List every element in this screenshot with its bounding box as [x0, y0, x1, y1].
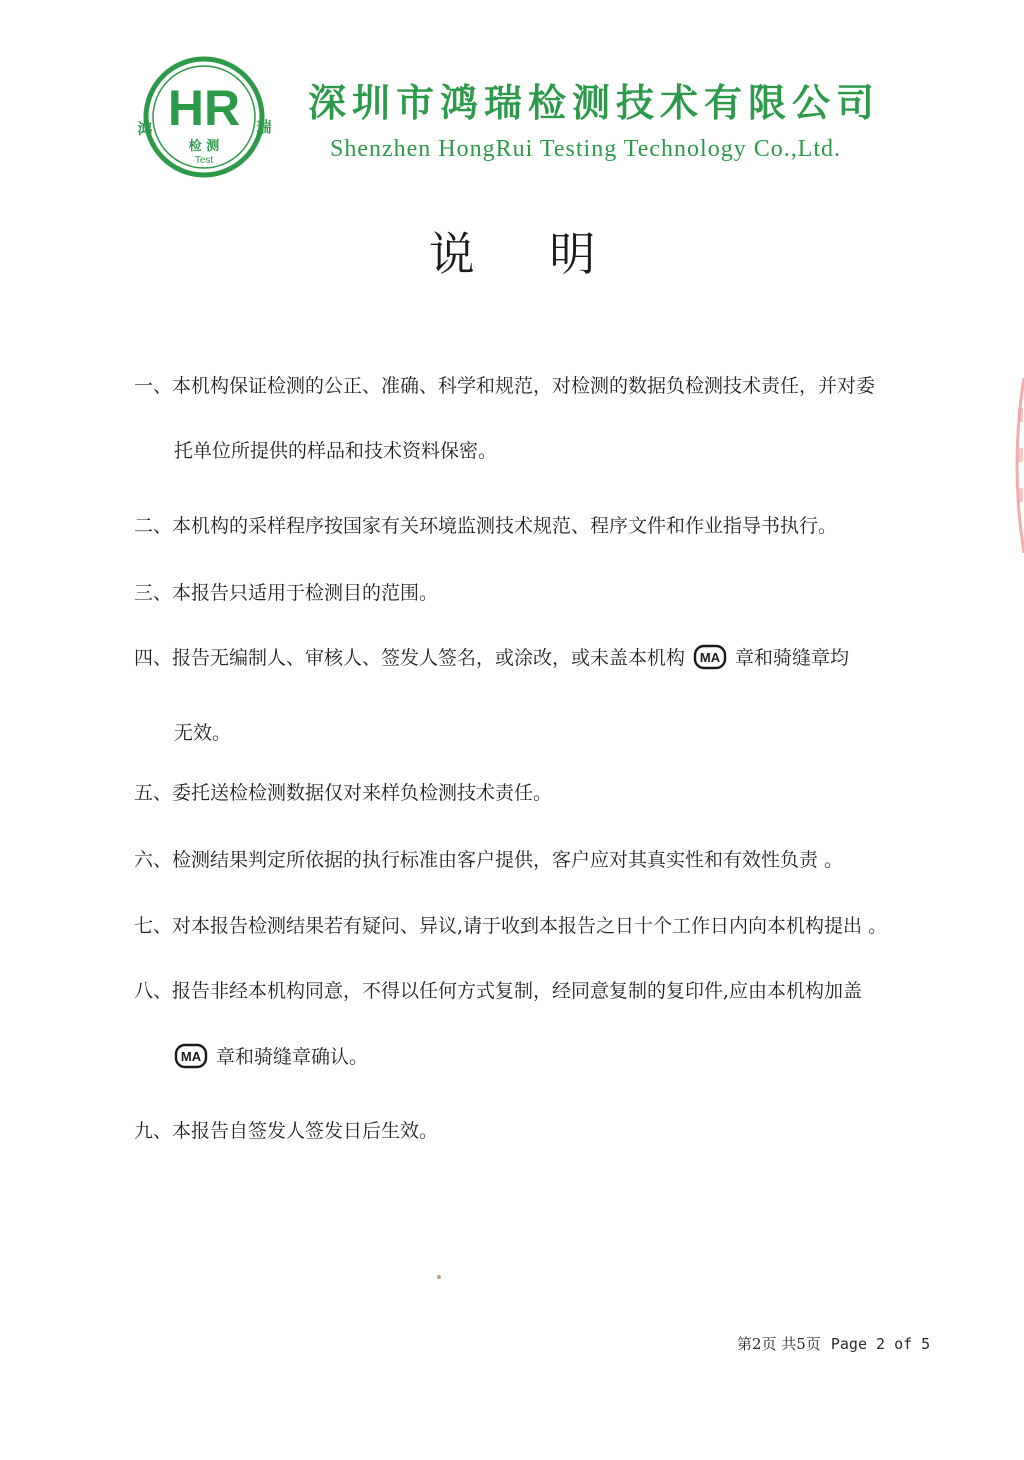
clause-number: 六、 — [134, 849, 173, 871]
ma-mark-text: MA — [180, 1049, 202, 1064]
logo-sub-en: Test — [194, 155, 214, 166]
clause-number: 一、 — [134, 375, 173, 397]
clause-text: 报告非经本机构同意，不得以任何方式复制，经同意复制的复印件,应由本机构加盖 — [172, 980, 863, 1002]
clause-text: 本机构保证检测的公正、准确、科学和规范，对检测的数据负检测技术责任，并对委 — [172, 375, 876, 397]
logo-right-char: 瑞 — [256, 118, 272, 136]
clause-number: 八、 — [134, 980, 173, 1002]
clause-number: 九、 — [134, 1120, 173, 1142]
clause-text: 检测结果判定所依据的执行标准由客户提供，客户应对其真实性和有效性负责 。 — [172, 849, 844, 871]
clause-text: 对本报告检测结果若有疑问、异议,请于收到本报告之日十个工作日内向本机构提出 。 — [172, 915, 888, 937]
clause-4 — [134, 646, 954, 743]
clause-text-after-icon: 章和骑缝章均 — [735, 647, 850, 669]
clause-text: 本报告自签发人签发日后生效。 — [172, 1120, 439, 1142]
clause-number: 三、 — [134, 582, 173, 604]
clause-text: 本机构的采样程序按国家有关环境监测技术规范、程序文件和作业指导书执行。 — [172, 515, 838, 537]
company-name-en: Shenzhen HongRui Testing Technology Co.,Ltd. — [330, 136, 842, 162]
ma-certification-mark-icon — [693, 644, 727, 670]
ma-certification-mark-icon — [174, 1043, 208, 1069]
clause-continuation: 托单位所提供的样品和技术资料保密。 — [174, 440, 498, 462]
company-name-cn: 深圳市鸿瑞检测技术有限公司 — [308, 81, 881, 125]
clause-text: 委托送检检测数据仅对来样负检测技术责任。 — [172, 782, 553, 804]
clause-number: 五、 — [134, 782, 173, 804]
ma-mark-text: MA — [699, 650, 721, 665]
clause-7 — [134, 917, 954, 936]
company-logo — [137, 55, 272, 179]
logo-sub-cn: 检 测 — [188, 139, 220, 154]
clause-1 — [134, 377, 954, 461]
page-number-en: Page 2 of 5 — [830, 1335, 931, 1353]
clause-text-after-icon: 章和骑缝章确认。 — [216, 1046, 369, 1068]
title-char-1: 说 — [428, 227, 475, 281]
clause-text: 本报告只适用于检测目的范围。 — [172, 582, 439, 604]
title-char-2: 明 — [549, 227, 596, 281]
clause-9 — [134, 1122, 954, 1141]
page-title — [0, 218, 1024, 284]
logo-letters: HR — [167, 80, 241, 136]
clause-text: 报告无编制人、审核人、签发人签名，或涂改，或未盖本机构 — [172, 647, 686, 669]
clause-2 — [134, 517, 954, 536]
clause-5 — [134, 784, 954, 803]
page-footer — [737, 1333, 930, 1354]
clause-number: 七、 — [134, 915, 173, 937]
clause-number: 二、 — [134, 515, 173, 537]
paper-speck — [437, 1275, 441, 1279]
clause-3 — [134, 584, 954, 603]
logo-left-char: 鸿 — [137, 120, 153, 138]
clause-8 — [134, 982, 954, 1071]
clause-number: 四、 — [134, 647, 173, 669]
page-number-cn: 第2页 共5页 — [737, 1335, 821, 1353]
clause-6 — [134, 851, 954, 870]
clause-continuation: 无效。 — [174, 722, 232, 744]
clause-continuation — [174, 1045, 954, 1071]
seal-edge-icon — [1008, 378, 1024, 553]
